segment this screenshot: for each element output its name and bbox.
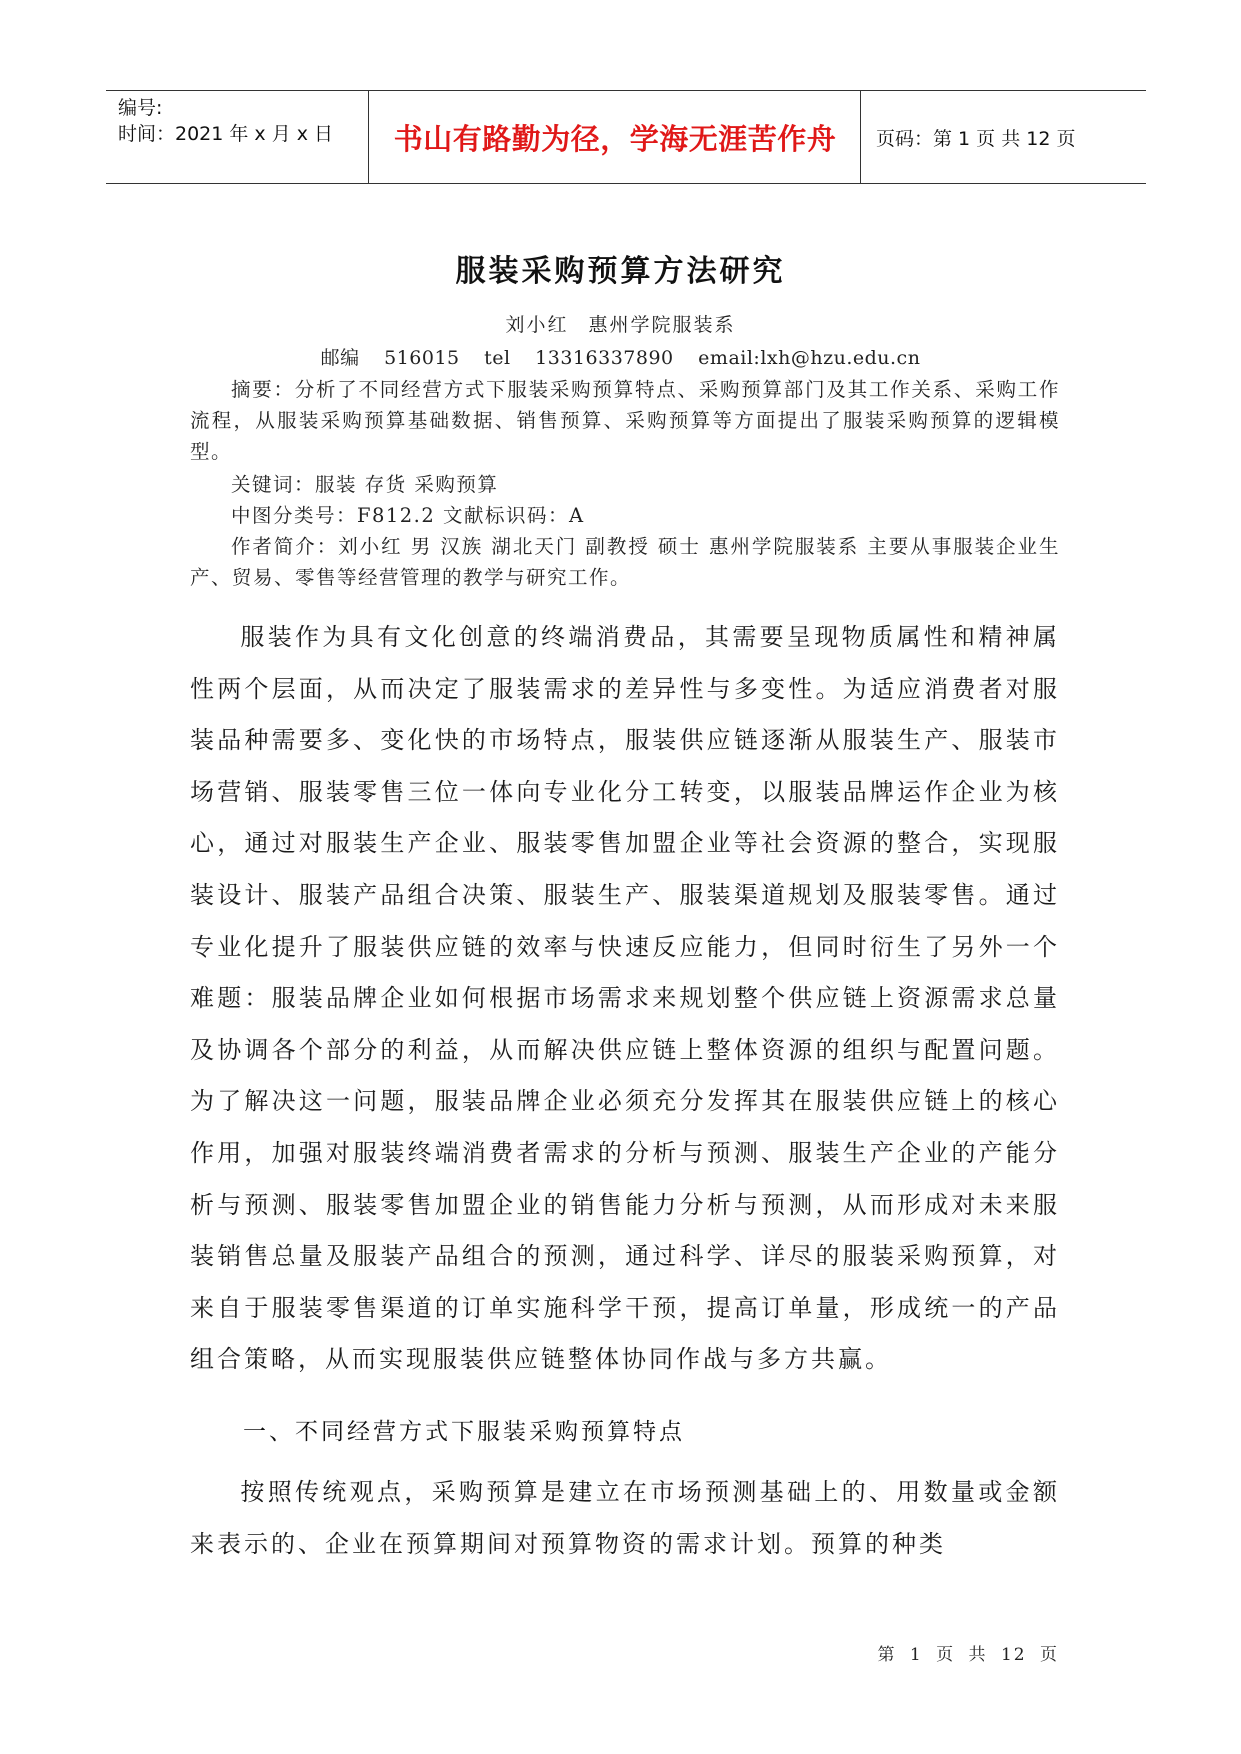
section-heading: 一、不同经营方式下服装采购预算特点	[243, 1419, 685, 1445]
header-page-info: 页码：第 1 页 共 12 页	[876, 127, 1076, 150]
body-section-2	[190, 1467, 1060, 1570]
contact-line: 邮编 516015 tel 13316337890 email:lxh@hzu.edu.cn	[320, 347, 921, 369]
classification: 中图分类号：F812.2 文献标识码：A	[230, 504, 585, 527]
author-bio: 作者简介：刘小红 男 汉族 湖北天门 副教授 硕士 惠州学院服装系 主要从事服装企业生产、贸易、零售等经营管理的教学与研究工作。	[190, 535, 1060, 589]
body-paragraph: 服装作为具有文化创意的终端消费品，其需要呈现物质属性和精神属性两个层面，从而决定了服装需求的差异性与多变性。为适应消费者对服装品种需要多、变化快的市场特点，服装供应链逐渐从服装生产、服装市场营销、服装零售三位一体向专业化分工转变，以服装品牌运作企业为核心，通过对服装生产企业、服装零售加盟企业等社会资源的整合，实现服装设计、服装产品组合决策、服装生产、服装渠道规划及服装零售。通过专业化提升了服装供应链的效率与快速反应能力，但同时衍生了另外一个难题：服装品牌企业如何根据市场需求来规划整个供应链上资源需求总量及协调各个部分的利益，从而解决供应链上整体资源的组织与配置问题。为了解决这一问题，服装品牌企业必须充分发挥其在服装供应链上的核心作用，加强对服装终端消费者需求的分析与预测、服装生产企业的产能分析与预测、服装零售加盟企业的销售能力分析与预测，从而形成对未来服装销售总量及服装产品组合的预测，通过科学、详尽的服装采购预算，对来自于服装零售渠道的订单实施科学干预，提高订单量，形成统一的产品组合策略，从而实现服装供应链整体协同作战与多方共赢。	[190, 623, 1060, 1374]
header-left-cell	[118, 95, 363, 147]
body-paragraph: 按照传统观点，采购预算是建立在市场预测基础上的、用数量或金额来表示的、企业在预算期间对预算物资的需求计划。预算的种类	[190, 1478, 1060, 1558]
header-motto: 书山有路勤为径，学海无涯苦作舟	[393, 121, 837, 156]
paper-title: 服装采购预算方法研究	[455, 254, 786, 289]
document-header-table	[106, 90, 1146, 184]
page-footer: 第 1 页 共 12 页	[877, 1645, 1059, 1665]
number-label: 编号:	[118, 97, 163, 119]
author-line: 刘小红 惠州学院服装系	[505, 314, 736, 336]
abstract: 摘要：分析了不同经营方式下服装采购预算特点、采购预算部门及其工作关系、采购工作流程，从服装采购预算基础数据、销售预算、采购预算等方面提出了服装采购预算的逻辑模型。	[190, 378, 1060, 463]
keywords: 关键词：服装 存货 采购预算	[230, 473, 499, 496]
header-divider	[860, 91, 861, 183]
time-label: 时间：2021 年 x 月 x 日	[118, 123, 334, 145]
body-section	[190, 612, 1060, 1386]
header-divider	[368, 91, 369, 183]
